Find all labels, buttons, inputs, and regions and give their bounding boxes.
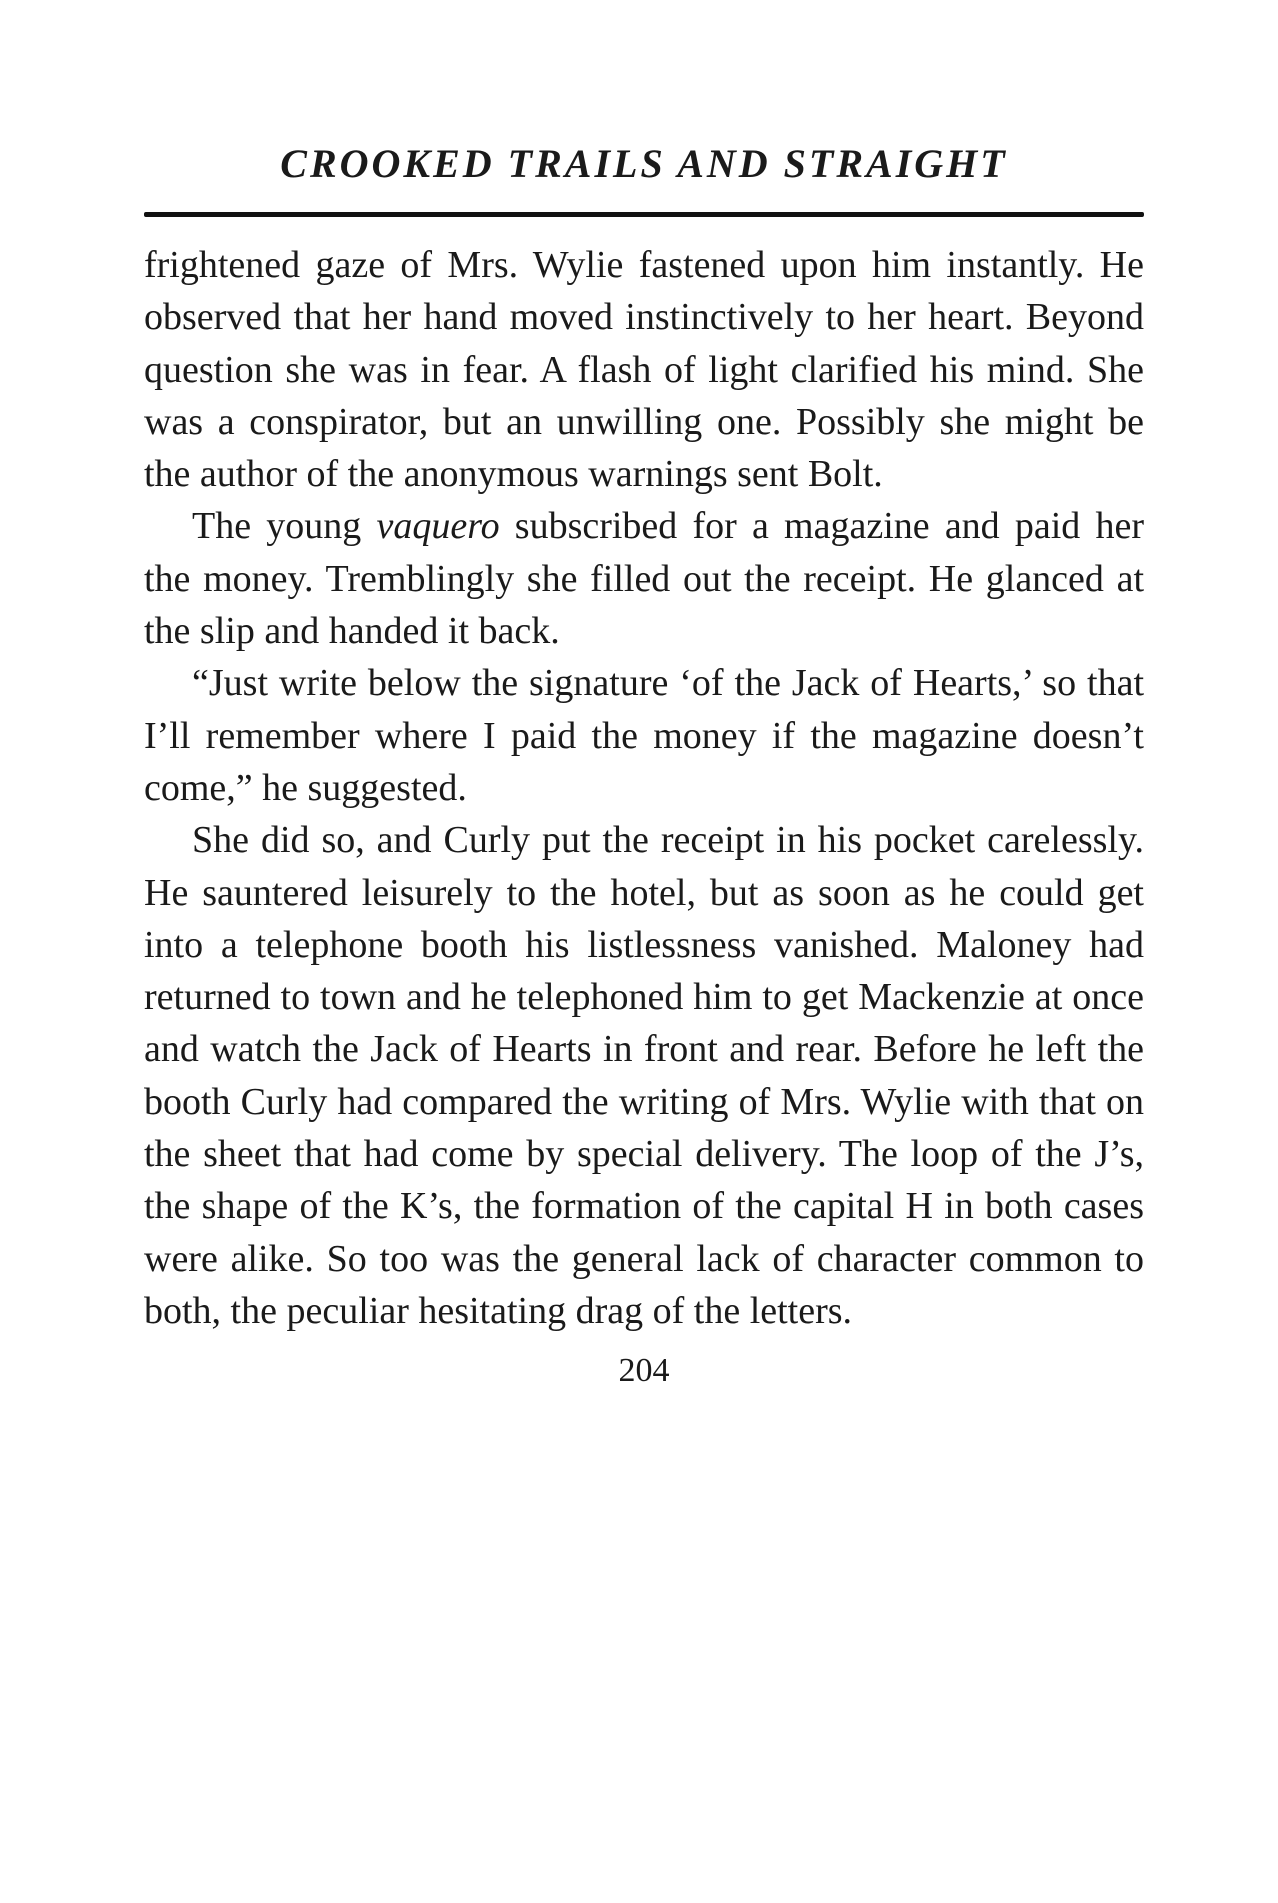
paragraph-dialogue: “Just write below the signature ‘of the Jack of Hearts,’ so that I’ll remember where I paid the money if the magazine doesn’t come,” he suggested. [144, 662, 1144, 809]
paragraph-vaquero-before: The young [192, 505, 377, 548]
paragraph-vaquero [144, 500, 1144, 657]
paragraph-continued: frightened gaze of Mrs. Wylie fastened upon him instantly. He observed that her hand moved instinctively to her heart. Beyond question she was in fear. A flash of light clarified his mind. She was a conspirator, but an unwilling one. Possibly she might be the author of the anonymous warnings sent Bolt. [144, 244, 1144, 496]
italic-vaquero: vaquero [376, 505, 500, 548]
body-text [144, 239, 1144, 1337]
book-page [144, 140, 1144, 1391]
paragraph-handwriting: She did so, and Curly put the receipt in his pocket carelessly. He sauntered leisurely to the hotel, but as soon as he could get into a telephone booth his listlessness vanished. Maloney had returned to town and he telephoned him to get Mackenzie at once and watch the Jack of Hearts in front and rear. Before he left the booth Curly had compared the writing of Mrs. Wylie with that on the sheet that had come by special delivery. The loop of the J’s, the shape of the K’s, the formation of the capital H in both cases were alike. So too was the general lack of character common to both, the peculiar hesitating drag of the letters. [144, 819, 1144, 1332]
page-number: 204 [618, 1352, 670, 1390]
paragraph-vaquero-after: subscribed for a magazine and paid her the money. Tremblingly she filled out the receipt. He glanced at the slip and handed it back. [144, 505, 1145, 653]
running-head: CROOKED TRAILS AND STRAIGHT [280, 141, 1008, 186]
header-rule [144, 212, 1144, 217]
